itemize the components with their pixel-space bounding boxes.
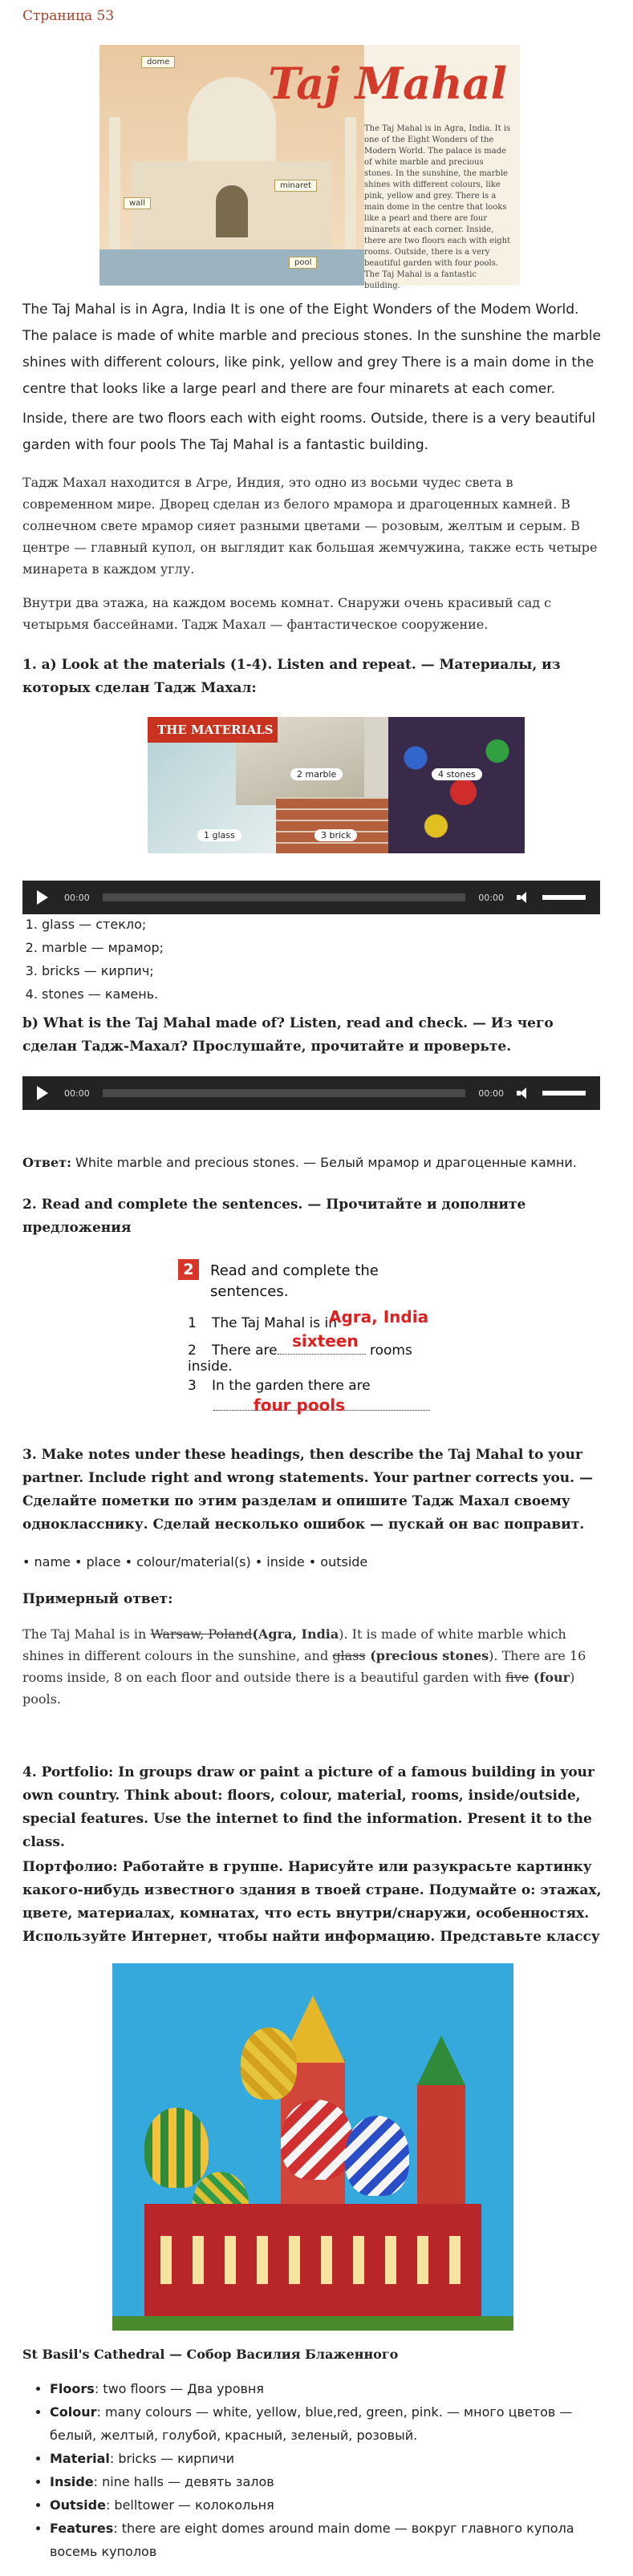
duration-time: 00:00: [478, 892, 504, 903]
pool-label: pool: [289, 257, 317, 269]
volume-icon[interactable]: [517, 1088, 531, 1099]
minaret-label: minaret: [274, 180, 317, 192]
correct-place: (Agra, India: [252, 1626, 339, 1642]
duration-time: 00:00: [478, 1088, 504, 1099]
arches-shape: [160, 2236, 465, 2284]
brick-tile: [276, 797, 388, 853]
correct-number: (four: [529, 1670, 570, 1685]
label-glass: 1 glass: [197, 829, 241, 841]
current-time: 00:00: [64, 1088, 90, 1099]
wrong-material: glass: [332, 1648, 366, 1663]
minaret-left-shape: [109, 117, 120, 253]
answer-label: Ответ:: [22, 1155, 71, 1170]
label-marble: 2 marble: [290, 768, 343, 780]
task3-heading: 3. Make notes under these headings, then describe the Taj Mahal to your partner. Include right and wrong statements. Your partner corrects you. — Сделайте пометки по этим разделам и опишите Тадж Махал своему однокласснику. Сделай несколько ошибок — пускай он вас поправит.: [22, 1447, 593, 1533]
palace-arch-shape: [216, 185, 248, 237]
dome-label: dome: [141, 56, 175, 68]
answer-3: four pools: [254, 1395, 346, 1415]
play-icon[interactable]: [37, 890, 48, 905]
sentence-1: 1 The Taj Mahal is in: [188, 1315, 338, 1331]
belltower-roof-shape: [417, 2035, 465, 2085]
label-stones: 4 stones: [432, 768, 482, 780]
headings-line: • name • place • colour/material(s) • inside • outside: [22, 1554, 368, 1569]
task2-image: [178, 1259, 443, 1420]
pool-shape: [99, 249, 364, 286]
task4-heading: 4. Portfolio: In groups draw or paint a picture of a famous building in your own country. Think about: floors, colour, material, rooms, inside/outside, special features. Use the internet to find the information. Present it to the class.: [22, 1764, 594, 1850]
progress-bar[interactable]: [103, 1089, 466, 1097]
volume-slider[interactable]: [542, 895, 586, 900]
list-item: 1. glass — стекло;: [42, 913, 164, 936]
wrong-number: five: [505, 1670, 530, 1685]
sample-answer: The Taj Mahal is in Warsaw, Poland(Agra, India). It is made of white marble which shines in different colours in the sunshine, and glass (precious stones). There are 16 rooms inside, 8 on each floor and outside there is a beautiful garden with five (four) pools.: [22, 1626, 586, 1707]
play-icon[interactable]: [37, 1086, 48, 1100]
list-item: • Inside: nine halls — девять залов: [50, 2470, 605, 2493]
task2-image-heading: Read and complete the sentences.: [210, 1262, 379, 1300]
list-item: 2. marble — мрамор;: [42, 936, 164, 959]
stones-tile: [388, 717, 525, 853]
list-item: • Outside: belltower — колокольня: [50, 2493, 605, 2517]
answer-2: sixteen: [292, 1331, 359, 1351]
wrong-place: Warsaw, Poland: [150, 1626, 253, 1642]
intro-en-1: The Taj Mahal is in Agra, India It is one of the Eight Wonders of the Modem World. The palace is made of white marble and precious stones. In the sunshine the marble shines with different colours, like pink, yellow and grey There is a main dome in the centre that looks like a large pearl and there are four minarets at each comer.: [22, 302, 601, 397]
intro-en-2: Inside, there are two floors each with eight rooms. Outside, there is a very beautiful garden with four pools The Taj Mahal is a fantastic building.: [22, 411, 596, 453]
green-dome-shape: [144, 2108, 209, 2188]
grass-shape: [112, 2316, 513, 2331]
answer-1b: [22, 1152, 605, 1174]
sentence-2: 2 There are rooms inside.: [188, 1343, 412, 1375]
task1a-heading: 1. a) Look at the materials (1-4). Listen and repeat. — Материалы, из которых сделан Тадж Махал:: [22, 657, 561, 696]
minaret-right-shape: [345, 117, 356, 253]
audio-player-1: [22, 881, 600, 914]
blue-white-dome-shape: [345, 2116, 409, 2196]
materials-list: [22, 913, 164, 1006]
features-list: [22, 2377, 605, 2563]
audio-player-2: [22, 1076, 600, 1110]
task1b-heading: b) What is the Taj Mahal made of? Listen, read and check. — Из чего сделан Тадж-Махал? Прослушайте, прочитайте и проверьте.: [22, 1015, 554, 1055]
progress-bar[interactable]: [103, 893, 466, 901]
materials-header: THE MATERIALS: [148, 717, 278, 743]
answer-text: White marble and precious stones. — Белый мрамор и драгоценные камни.: [71, 1155, 577, 1170]
answer-1: Agra, India: [329, 1307, 429, 1326]
label-brick: 3 brick: [314, 829, 357, 841]
list-item: • Floors: two floors — Два уровня: [50, 2377, 605, 2400]
list-item: • Colour: many colours — white, yellow, blue,red, green, pink. — много цветов — белый, желтый, голубой, красный, зеленый, розовый.: [50, 2400, 605, 2447]
sample-label: Примерный ответ:: [22, 1591, 173, 1607]
volume-slider[interactable]: [542, 1091, 586, 1096]
wall-label: wall: [124, 197, 151, 209]
cathedral-caption: St Basil's Cathedral — Собор Василия Блаженного: [22, 2347, 399, 2362]
red-white-dome-shape: [281, 2100, 353, 2180]
correct-material: (precious stones: [365, 1648, 489, 1663]
volume-icon[interactable]: [517, 892, 531, 903]
list-item: • Features: there are eight domes around main dome — вокруг главного купола восемь куполов: [50, 2517, 605, 2563]
st-basils-cathedral-image: [112, 1963, 513, 2331]
intro-ru-2: Внутри два этажа, на каждом восемь комнат. Снаружи очень красивый сад с четырьмя бассейнами. Тадж Махал — фантастическое сооружение.: [22, 595, 552, 632]
dome-shape: [188, 77, 276, 165]
page-title: Страница 53: [22, 8, 115, 24]
current-time: 00:00: [64, 892, 90, 903]
task4-heading-ru: Портфолио: Работайте в группе. Нарисуйте или разукрасьте картинку какого-нибудь известного здания в твоей стране. Подумайте о: этажах, цвете, материалах, комнатах, что есть внутри/снаружи, особенностях. Используйте Интернет, чтобы найти информацию. Представьте классу: [22, 1859, 602, 1945]
taj-mahal-image: [99, 45, 520, 290]
list-item: 4. stones — камень.: [42, 982, 164, 1006]
taj-image-text: The Taj Mahal is in Agra, India. It is one of the Eight Wonders of the Modern World. The palace is made of white marble and precious stones. In the sunshine, the marble shines with different colours, like pink, yellow and grey. There is a main dome in the centre that looks like a pearl and there are four minarets at each corner. Inside, there are two floors each with eight rooms. Outside, there is a very beautiful garden with four pools. The Taj Mahal is a fantastic building.: [364, 124, 511, 290]
list-item: • Material: bricks — кирпичи: [50, 2447, 605, 2470]
list-item: 3. bricks — кирпич;: [42, 959, 164, 982]
intro-ru-1: Тадж Махал находится в Агре, Индия, это одно из восьми чудес света в современном мире. Дворец сделан из белого мрамора и драгоценных камней. В солнечном свете мрамор сияет разными цветами — розовым, желтым и серым. В центре — главный купол, он выглядит как большая жемчужина, также есть четыре минарета в каждом углу.: [22, 475, 598, 577]
materials-image: [148, 717, 525, 853]
sentence-3: 3 In the garden there are: [188, 1378, 371, 1394]
gold-dome-shape: [241, 2027, 297, 2100]
taj-image-title: Taj Mahal: [268, 58, 507, 109]
task-number-badge: 2: [178, 1259, 199, 1280]
task2-heading: 2. Read and complete the sentences. — Прочитайте и дополните предложения: [22, 1197, 526, 1236]
